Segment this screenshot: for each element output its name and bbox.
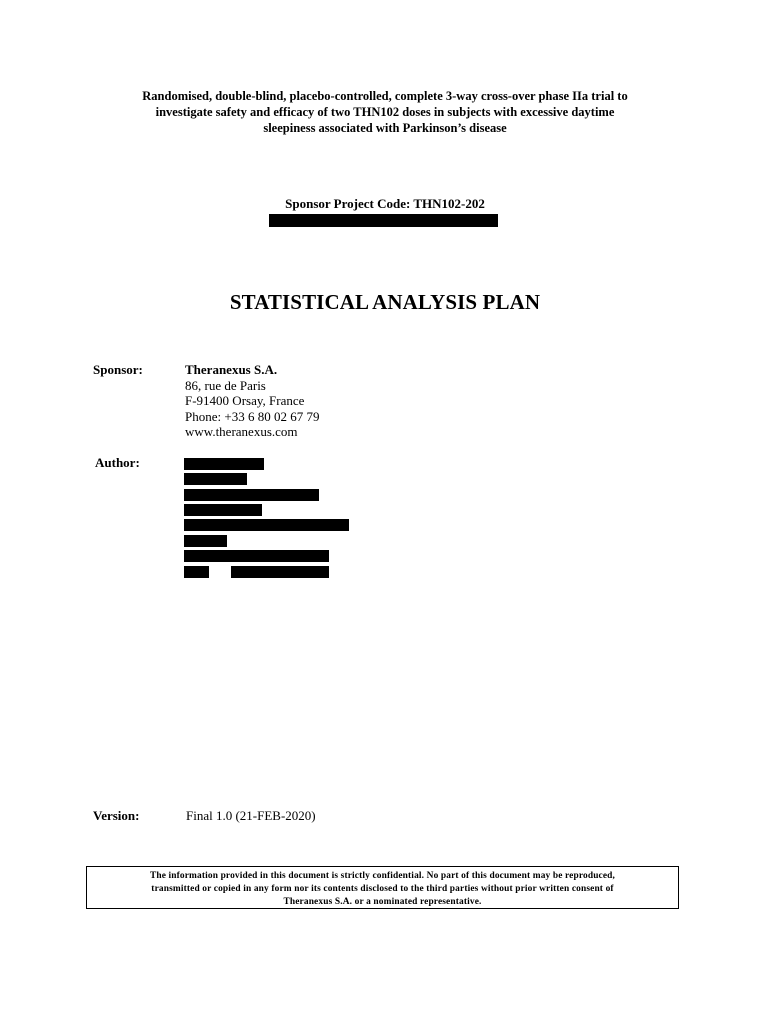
redaction-bar-sponsor-code bbox=[269, 214, 498, 227]
version-label: Version: bbox=[93, 808, 140, 823]
redaction-bar bbox=[184, 473, 247, 485]
confidentiality-line-3: Theranexus S.A. or a nominated representative. bbox=[283, 897, 482, 907]
redaction-bar bbox=[184, 458, 264, 470]
version-value: Final 1.0 (21-FEB-2020) bbox=[186, 808, 316, 823]
document-heading: STATISTICAL ANALYSIS PLAN bbox=[229, 290, 541, 314]
redaction-bar bbox=[184, 504, 262, 516]
redaction-bar bbox=[184, 535, 227, 547]
redaction-bar bbox=[184, 519, 349, 531]
author-label: Author: bbox=[95, 455, 140, 470]
confidentiality-line-1: The information provided in this document is strictly confidential. No part of this document may be reproduced, bbox=[149, 871, 616, 881]
confidentiality-line-2: transmitted or copied in any form nor its contents disclosed to the third parties without prior written consent of bbox=[151, 884, 614, 894]
trial-title-line-2: investigate safety and efficacy of two THN102 doses in subjects with excessive daytime bbox=[155, 105, 615, 119]
redaction-bar bbox=[231, 566, 329, 578]
trial-title bbox=[95, 88, 675, 136]
sponsor-label: Sponsor: bbox=[93, 362, 143, 377]
redaction-bar bbox=[184, 566, 209, 578]
sponsor-project-code: Sponsor Project Code: THN102-202 bbox=[285, 196, 485, 211]
redaction-bar bbox=[184, 550, 329, 562]
sponsor-phone: Phone: +33 6 80 02 67 79 bbox=[185, 408, 320, 424]
sponsor-name: Theranexus S.A. bbox=[185, 362, 278, 377]
sponsor-address-line-1: 86, rue de Paris bbox=[185, 377, 266, 393]
sponsor-details bbox=[185, 362, 319, 440]
confidentiality-notice bbox=[86, 866, 679, 909]
trial-title-line-3: sleepiness associated with Parkinson’s disease bbox=[263, 121, 507, 135]
trial-title-line-1: Randomised, double-blind, placebo-controlled, complete 3-way cross-over phase IIa trial to bbox=[142, 89, 628, 103]
sponsor-website: www.theranexus.com bbox=[185, 424, 298, 439]
redaction-bar bbox=[184, 489, 319, 501]
sponsor-address-line-2: F-91400 Orsay, France bbox=[185, 393, 305, 408]
